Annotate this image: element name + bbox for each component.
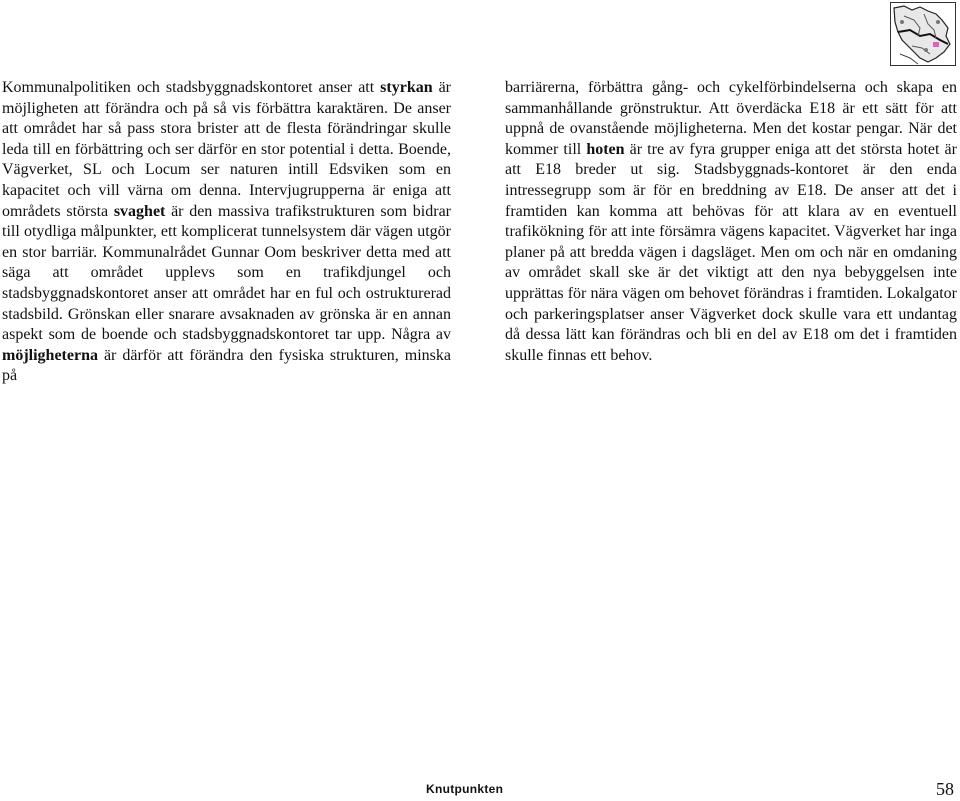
page-number: 58 [936, 779, 954, 799]
emphasis-styrkan: styrkan [380, 79, 433, 96]
left-paragraph: Kommunalpolitiken och stadsbyggnadskontoret anser att styrkan är möjligheten att förändra och på så vis förbättra karaktären. De anser att området har så pass stora brister att de flesta förändringar skulle leda till en förbättring och ser därför en stor potential i detta. Boende, Vägverket, SL och Locum ser naturen intill Edsviken som en kapacitet och vill värna om denna. Intervjugrupperna är eniga att områdets största svaghet är den massiva trafikstrukturen som bidrar till otydliga målpunkter, ett komplicerat tunnelsystem där vägen utgör en stor barriär. Kommunalrådet Gunnar Oom beskriver detta med att säga att området upplevs som en trafikdjungel och stadsbyggnadskontoret anser att området har en ful och ostrukturerad stadsbild. Grönskan eller snarare avsaknaden av grönska är en annan aspekt som de boende och stadsbyggnadskontoret tar upp. Några av möjligheterna är därför att förändra den fysiska strukturen, minska på [2, 79, 452, 385]
map-thumbnail-image [890, 2, 956, 66]
right-text-column [505, 78, 957, 366]
emphasis-mojligheterna: möjligheterna [2, 346, 98, 364]
left-text-column [2, 78, 451, 387]
footer-title: Knutpunkten [426, 782, 504, 796]
map-icon [890, 2, 956, 66]
emphasis-hoten: hoten [586, 140, 625, 158]
map-highlight [933, 42, 939, 47]
emphasis-svaghet: svaghet [113, 202, 166, 220]
right-paragraph: barriärerna, förbättra gång- och cykelförbindelserna och skapa en sammanhållande grönstruktur. Att överdäcka E18 är ett sätt för att uppnå de ovanstående möjligheterna. Men det kostar pengar. När det kommer till hoten är tre av fyra grupper eniga att det största hotet är att E18 breder ut sig. Stadsbyggnads-kontoret är den enda intressegrupp som är för en breddning av E18. De anser att det i framtiden kan komma att behövas för att klara av en eventuell trafikökning för att inte försämra vägens kapacitet. Vägverket har inga planer på att bredda vägen i dagsläget. Men om och när en omdaning av området skall ske är det viktigt att den nya bebyggelsen inte upprättas för nära vägen om behovet förändras i framtiden. Lokalgator och parkeringsplatser anser Vägverket dock skulle vara ett undantag då dessa lätt kan förändras och bli en del av E18 om det i framtiden skulle finnas ett behov. [505, 79, 957, 364]
